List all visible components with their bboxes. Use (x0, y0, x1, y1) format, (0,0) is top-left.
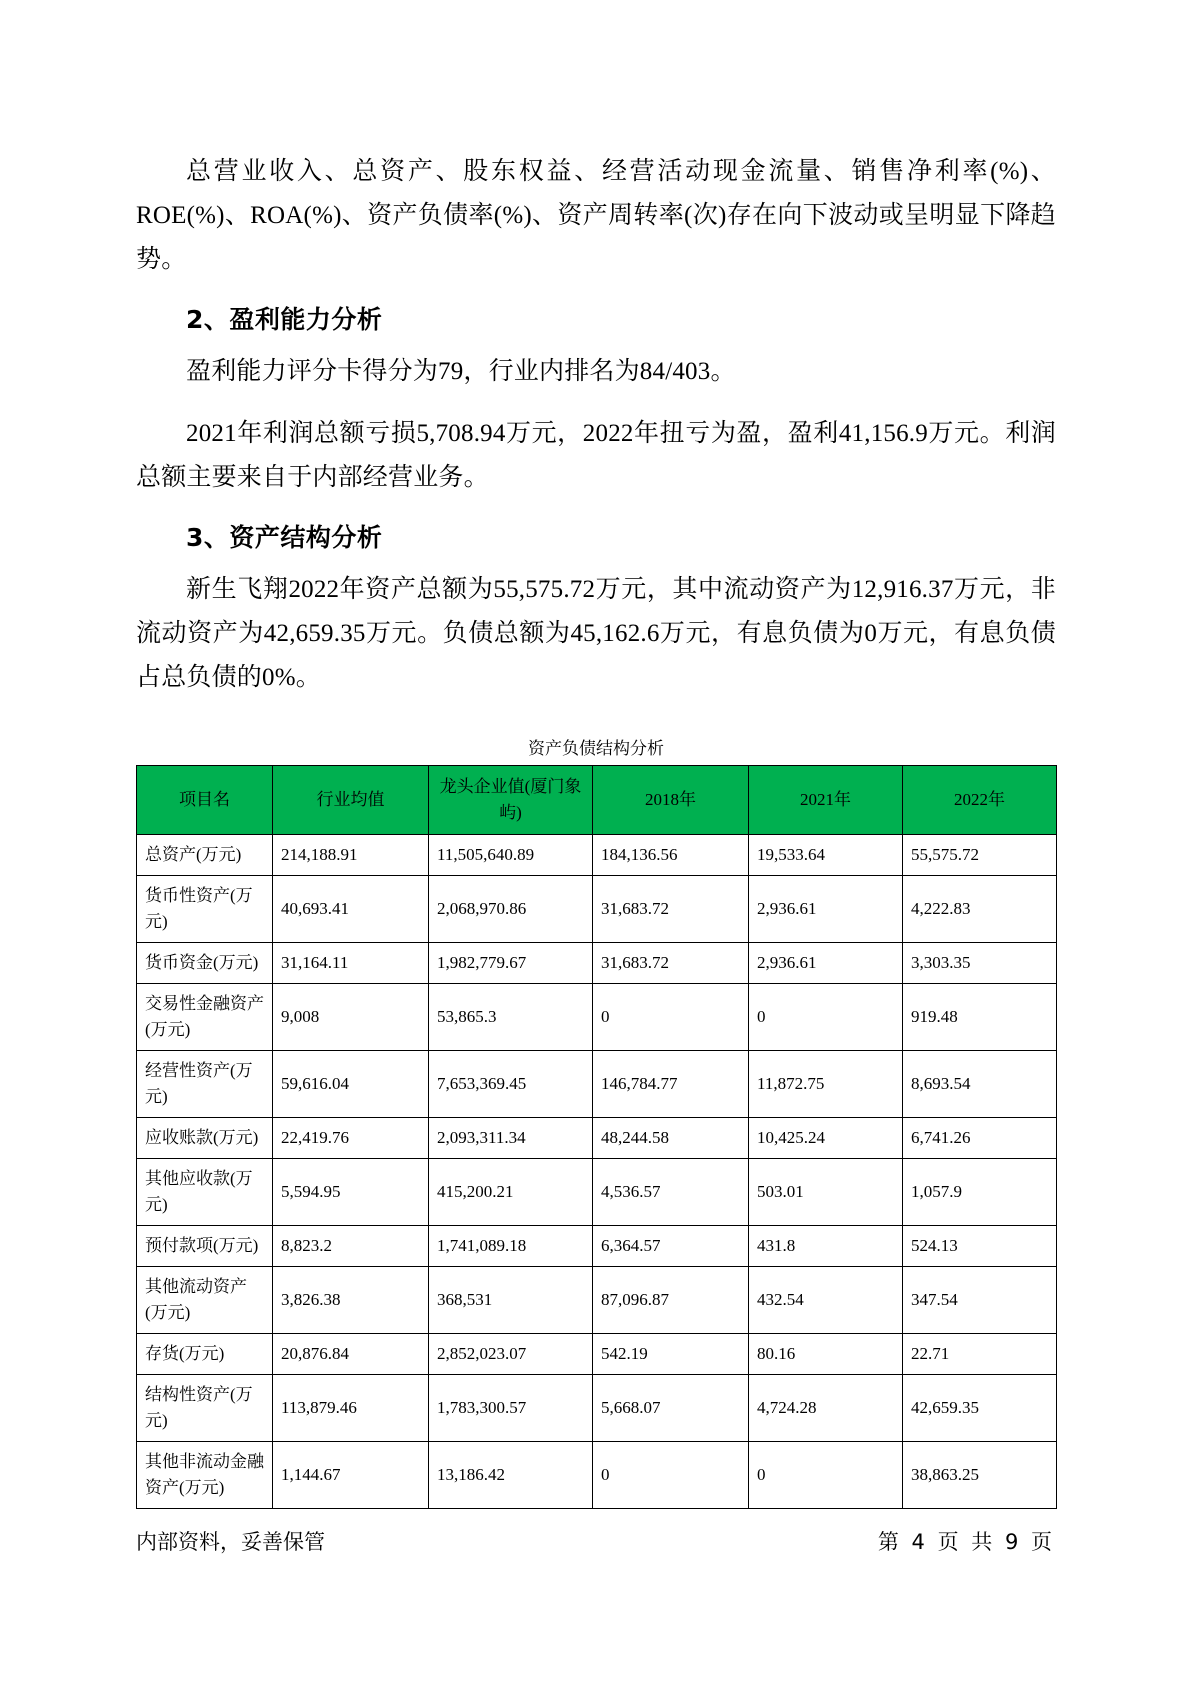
page-prefix-label: 第 (877, 1530, 899, 1554)
cell-value: 42,659.35 (903, 1375, 1057, 1442)
cell-value: 38,863.25 (903, 1442, 1057, 1509)
column-header-item: 项目名 (137, 766, 273, 835)
table-row (137, 1267, 1057, 1334)
cell-value: 55,575.72 (903, 835, 1057, 876)
cell-value: 11,872.75 (749, 1051, 903, 1118)
cell-label: 应收账款(万元) (137, 1118, 273, 1159)
cell-value: 4,222.83 (903, 876, 1057, 943)
paragraph-asset-detail: 新生飞翔2022年资产总额为55,575.72万元，其中流动资产为12,916.37万元，非流动资产为42,659.35万元。负债总额为45,162.6万元，有息负债为0万元，有息负债占总负债的0%。 (136, 576, 1056, 691)
cell-value: 59,616.04 (273, 1051, 429, 1118)
heading-asset-structure: 3、资产结构分析 (186, 523, 383, 552)
cell-value: 2,068,970.86 (429, 876, 593, 943)
cell-value: 10,425.24 (749, 1118, 903, 1159)
cell-value: 2,936.61 (749, 876, 903, 943)
asset-liability-table (136, 765, 1057, 1509)
cell-value: 87,096.87 (593, 1267, 749, 1334)
table-caption: 资产负债结构分析 (528, 739, 664, 758)
cell-value: 8,823.2 (273, 1226, 429, 1267)
cell-label: 预付款项(万元) (137, 1226, 273, 1267)
cell-value: 31,683.72 (593, 943, 749, 984)
cell-label: 总资产(万元) (137, 835, 273, 876)
cell-label: 其他非流动金融资产(万元) (137, 1442, 273, 1509)
cell-value: 0 (749, 1442, 903, 1509)
table-header-row (137, 766, 1057, 835)
cell-value: 0 (749, 984, 903, 1051)
table-body (137, 835, 1057, 1509)
cell-value: 11,505,640.89 (429, 835, 593, 876)
cell-value: 2,936.61 (749, 943, 903, 984)
column-header-industry-avg: 行业均值 (273, 766, 429, 835)
paragraph-profit-score: 盈利能力评分卡得分为79，行业内排名为84/403。 (186, 358, 736, 385)
cell-value: 7,653,369.45 (429, 1051, 593, 1118)
cell-value: 6,364.57 (593, 1226, 749, 1267)
table-row (137, 943, 1057, 984)
table-header (137, 766, 1057, 835)
cell-value: 22.71 (903, 1334, 1057, 1375)
column-header-2021: 2021年 (749, 766, 903, 835)
cell-value: 80.16 (749, 1334, 903, 1375)
table-row (137, 1051, 1057, 1118)
cell-value: 53,865.3 (429, 984, 593, 1051)
cell-value: 31,683.72 (593, 876, 749, 943)
column-header-2022: 2022年 (903, 766, 1057, 835)
cell-value: 431.8 (749, 1226, 903, 1267)
cell-label: 其他应收款(万元) (137, 1159, 273, 1226)
cell-value: 22,419.76 (273, 1118, 429, 1159)
table-row (137, 1334, 1057, 1375)
heading-profitability: 2、盈利能力分析 (186, 305, 383, 334)
table-row (137, 984, 1057, 1051)
cell-value: 19,533.64 (749, 835, 903, 876)
cell-label: 经营性资产(万元) (137, 1051, 273, 1118)
cell-value: 503.01 (749, 1159, 903, 1226)
cell-value: 368,531 (429, 1267, 593, 1334)
cell-value: 40,693.41 (273, 876, 429, 943)
page-number: 4 (911, 1530, 925, 1554)
page-footer (136, 1526, 1055, 1556)
total-prefix-label: 共 (971, 1530, 993, 1554)
cell-value: 31,164.11 (273, 943, 429, 984)
cell-value: 184,136.56 (593, 835, 749, 876)
cell-value: 2,093,311.34 (429, 1118, 593, 1159)
table-row (137, 1442, 1057, 1509)
cell-label: 其他流动资产(万元) (137, 1267, 273, 1334)
cell-value: 1,144.67 (273, 1442, 429, 1509)
cell-value: 3,826.38 (273, 1267, 429, 1334)
cell-label: 货币性资产(万元) (137, 876, 273, 943)
document-body (136, 150, 1056, 1509)
cell-label: 货币资金(万元) (137, 943, 273, 984)
cell-value: 13,186.42 (429, 1442, 593, 1509)
cell-value: 1,982,779.67 (429, 943, 593, 984)
total-unit-label: 页 (1031, 1530, 1052, 1554)
cell-value: 5,594.95 (273, 1159, 429, 1226)
cell-label: 交易性金融资产(万元) (137, 984, 273, 1051)
table-row (137, 1118, 1057, 1159)
paragraph-profit-detail: 2021年利润总额亏损5,708.94万元，2022年扭亏为盈，盈利41,156.9万元。利润总额主要来自于内部经营业务。 (136, 420, 1056, 491)
table-row (137, 835, 1057, 876)
table-row (137, 876, 1057, 943)
cell-value: 20,876.84 (273, 1334, 429, 1375)
table-row (137, 1375, 1057, 1442)
cell-value: 0 (593, 984, 749, 1051)
paragraph-trend: 总营业收入、总资产、股东权益、经营活动现金流量、销售净利率(%)、ROE(%)、ROA(%)、资产负债率(%)、资产周转率(次)存在向下波动或呈明显下降趋势。 (136, 158, 1056, 273)
cell-value: 542.19 (593, 1334, 749, 1375)
cell-value: 432.54 (749, 1267, 903, 1334)
cell-value: 2,852,023.07 (429, 1334, 593, 1375)
page-unit-label: 页 (937, 1530, 959, 1554)
cell-value: 214,188.91 (273, 835, 429, 876)
total-pages: 9 (1004, 1530, 1019, 1554)
cell-value: 0 (593, 1442, 749, 1509)
cell-value: 9,008 (273, 984, 429, 1051)
cell-value: 146,784.77 (593, 1051, 749, 1118)
cell-value: 3,303.35 (903, 943, 1057, 984)
cell-value: 6,741.26 (903, 1118, 1057, 1159)
cell-value: 4,724.28 (749, 1375, 903, 1442)
cell-label: 结构性资产(万元) (137, 1375, 273, 1442)
cell-value: 5,668.07 (593, 1375, 749, 1442)
table-row (137, 1226, 1057, 1267)
column-header-leader: 龙头企业值(厦门象屿) (429, 766, 593, 835)
cell-value: 1,057.9 (903, 1159, 1057, 1226)
cell-value: 347.54 (903, 1267, 1057, 1334)
cell-value: 919.48 (903, 984, 1057, 1051)
cell-value: 524.13 (903, 1226, 1057, 1267)
cell-value: 415,200.21 (429, 1159, 593, 1226)
cell-value: 1,783,300.57 (429, 1375, 593, 1442)
footer-pagination (875, 1526, 1055, 1556)
cell-value: 1,741,089.18 (429, 1226, 593, 1267)
footer-note: 内部资料，妥善保管 (136, 1530, 325, 1554)
column-header-2018: 2018年 (593, 766, 749, 835)
cell-value: 48,244.58 (593, 1118, 749, 1159)
cell-label: 存货(万元) (137, 1334, 273, 1375)
table-row (137, 1159, 1057, 1226)
cell-value: 113,879.46 (273, 1375, 429, 1442)
cell-value: 4,536.57 (593, 1159, 749, 1226)
cell-value: 8,693.54 (903, 1051, 1057, 1118)
